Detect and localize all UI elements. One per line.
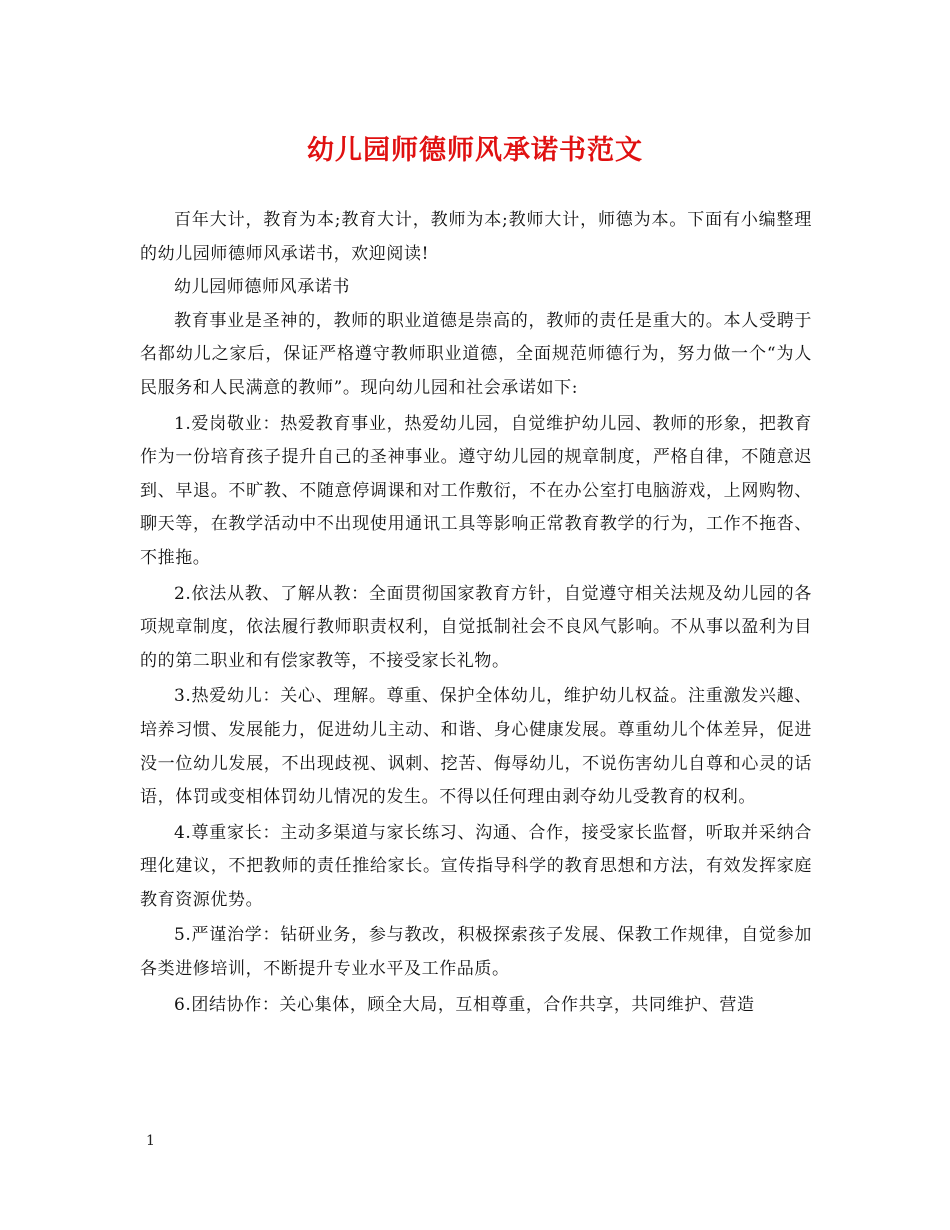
- page-number: 1: [146, 1133, 155, 1149]
- commitment-item-5: 5.严谨治学：钻研业务，参与教改，积极探索孩子发展、保教工作规律，自觉参加各类进修培训，不断提升专业水平及工作品质。: [140, 925, 812, 980]
- commitment-item-2: 2.依法从教、了解从教：全面贯彻国家教育方针，自觉遵守相关法规及幼儿园的各项规章制度，依法履行教师职责权利，自觉抵制社会不良风气影响。不从事以盈利为目的的第二职业和有偿家教等，不接受家长礼物。: [140, 583, 812, 671]
- commitment-item-6: 6.团结协作：关心集体，顾全大局，互相尊重，合作共享，共同维护、营造: [174, 994, 755, 1015]
- commitment-item-3: 3.热爱幼儿：关心、理解。尊重、保护全体幼儿，维护幼儿权益。注重激发兴趣、培养习惯、发展能力，促进幼儿主动、和谐、身心健康发展。尊重幼儿个体差异，促进没一位幼儿发展，不出现歧视、讽刺、挖苦、侮辱幼儿，不说伤害幼儿自尊和心灵的话语，体罚或变相体罚幼儿情况的发生。不得以任何理由剥夺幼儿受教育的权利。: [140, 686, 812, 808]
- commitment-item-4: 4.尊重家长：主动多渠道与家长练习、沟通、合作，接受家长监督，听取并采纳合理化建议，不把教师的责任推给家长。宣传指导科学的教育思想和方法，有效发挥家庭教育资源优势。: [140, 822, 812, 910]
- document-title: 幼儿园师德师风承诺书范文: [307, 135, 643, 166]
- document-body: [140, 204, 812, 1022]
- section-heading: 幼儿园师德师风承诺书: [174, 277, 350, 298]
- commitment-item-1: 1.爱岗敬业：热爱教育事业，热爱幼儿园，自觉维护幼儿园、教师的形象，把教育作为一份培育孩子提升自己的圣神事业。遵守幼儿园的规章制度，严格自律，不随意迟到、早退。不旷教、不随意停调课和对工作敷衍，不在办公室打电脑游戏，上网购物、聊天等，在教学活动中不出现使用通讯工具等影响正常教育教学的行为，工作不拖沓、不推拖。: [140, 413, 812, 568]
- preface-paragraph: 教育事业是圣神的，教师的职业道德是崇高的，教师的责任是重大的。本人受聘于名都幼儿之家后，保证严格遵守教师职业道德，全面规范师德行为，努力做一个“为人民服务和人民满意的教师”。现向幼儿园和社会承诺如下:: [140, 310, 812, 398]
- intro-paragraph: 百年大计，教育为本;教育大计，教师为本;教师大计，师德为本。下面有小编整理的幼儿园师德师风承诺书，欢迎阅读!: [140, 210, 812, 264]
